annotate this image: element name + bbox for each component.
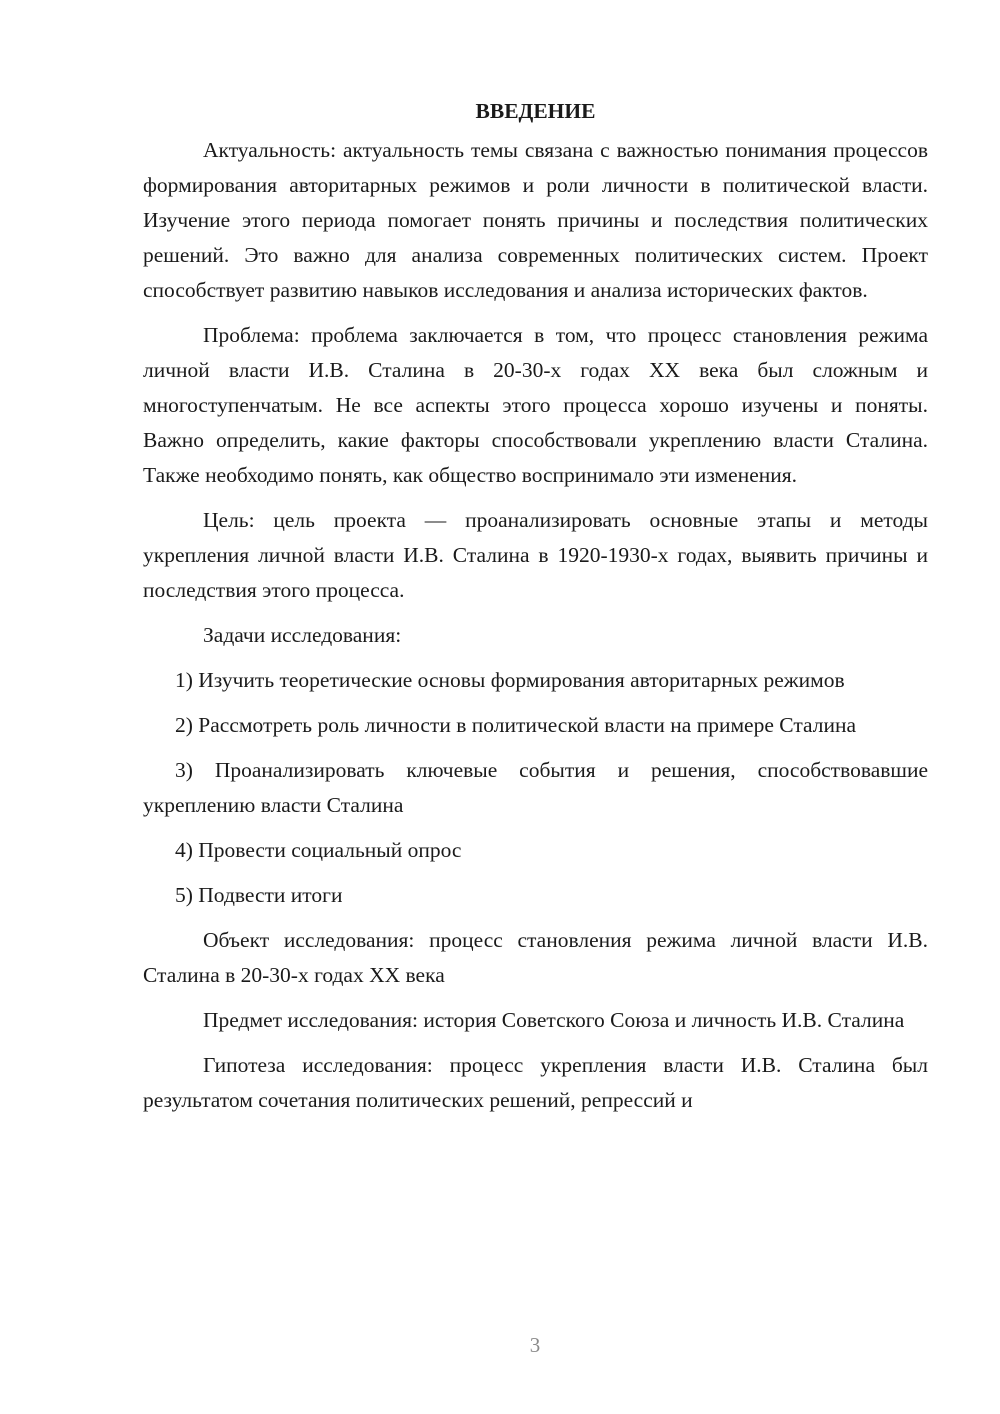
task-item-1: 1) Изучить теоретические основы формирования авторитарных режимов <box>175 668 845 692</box>
page-number: 3 <box>529 1333 541 1357</box>
object-paragraph: Объект исследования: процесс становления режима личной власти И.В. Сталина в 20-30-х годах XX века <box>143 928 928 987</box>
goal-paragraph: Цель: цель проекта — проанализировать основные этапы и методы укрепления личной власти И.В. Сталина в 1920-1930-х годах, выявить причины и последствия этого процесса. <box>143 508 928 602</box>
problem-paragraph: Проблема: проблема заключается в том, что процесс становления режима личной власти И.В. Сталина в 20-30-х годах XX века был сложным и многоступенчатым. Не все аспекты этого процесса хорошо изучены и поняты. Важно определить, какие факторы способствовали укреплению власти Сталина. Также необходимо понять, как общество воспринимало эти изменения. <box>143 323 928 487</box>
task-item-2: 2) Рассмотреть роль личности в политической власти на примере Сталина <box>175 713 856 737</box>
section-title: ВВЕДЕНИЕ <box>475 99 596 123</box>
hypothesis-paragraph: Гипотеза исследования: процесс укрепления власти И.В. Сталина был результатом сочетания политических решений, репрессий и <box>143 1053 928 1112</box>
subject-paragraph: Предмет исследования: история Советского Союза и личность И.В. Сталина <box>203 1008 905 1032</box>
task-item-4: 4) Провести социальный опрос <box>175 838 462 862</box>
task-item-3: 3) Проанализировать ключевые события и решения, способствовавшие укреплению власти Сталина <box>143 758 928 817</box>
relevance-paragraph: Актуальность: актуальность темы связана с важностью понимания процессов формирования авторитарных режимов и роли личности в политической власти. Изучение этого периода помогает понять причины и последствия политических решений. Это важно для анализа современных политических систем. Проект способствует развитию навыков исследования и анализа исторических фактов. <box>143 138 928 302</box>
document-page <box>143 96 928 1128</box>
task-item-5: 5) Подвести итоги <box>175 883 343 907</box>
tasks-heading: Задачи исследования: <box>203 623 402 647</box>
